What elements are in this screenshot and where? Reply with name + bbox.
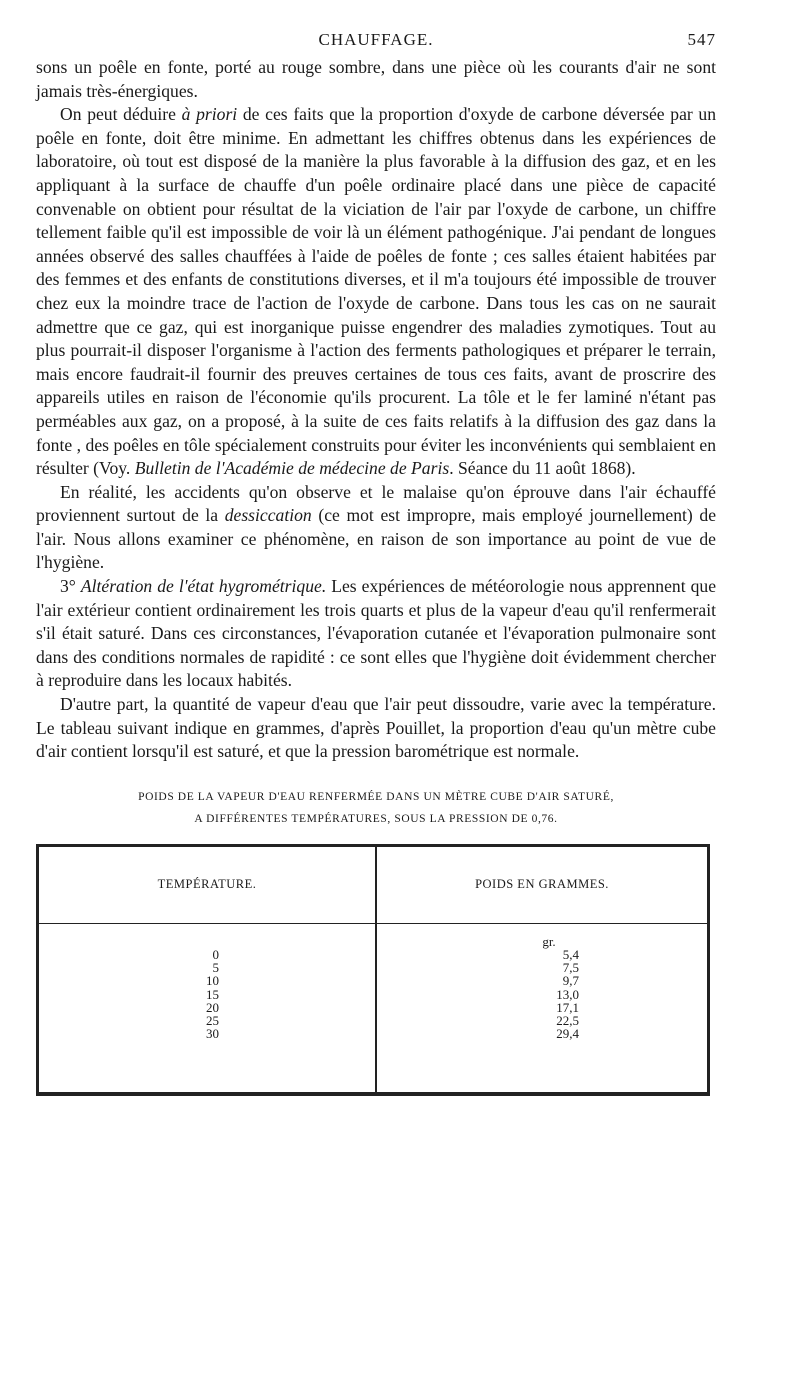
paragraph-2-mid: de ces faits que la proportion d'oxyde de carbone déversée par un poêle en fonte, doit être minime. En admettant les chiffres obtenus dans les expériences de laboratoire, où tout est disposé de la manière la plus favorable à la diffusion des gaz, et en les appliquant à la surface de chauffe d'un poêle ordinaire placé dans une pièce de capacité convenable on obtient pour résultat de la viciation de l'air par l'oxyde de carbone, un chiffre tellement faible qu'il est impossible de voir là un élément pathogénique. J'ai pendant de longues années observé des salles chauffées à l'aide de poêles de fonte ; ces salles étaient habitées par des femmes et des enfants de constitutions diverses, et il m'a toujours été impossible de trouver chez eux la moindre trace de l'action de l'oxyde de carbone. Dans tous les cas on ne saurait admettre que ce gaz, qui est inorganique puisse engendrer des maladies zymotiques. Tout au plus pourrait-il disposer l'organisme à l'action des ferments pathologiques et préparer le terrain, mais encore faudrait-il fournir des preuves certaines de tous ces faits, avant de proscrire des appareils utiles en raison de l'économie qu'ils procurent. La tôle et le fer laminé n'étant pas perméables aux gaz, on a proposé, à la suite de ces faits relatifs à la diffusion des gaz dans la fonte , des poêles en tôle spécialement construits pour éviter les inconvénients qui semblaient en résulter (Voy. — [36, 104, 717, 479]
data-table — [36, 844, 710, 1096]
section-heading: Altération de l'état hygrométrique. — [80, 576, 327, 597]
paragraph-1-text: sons un poêle en fonte, porté au rouge sombre, dans une pièce où les courants d'air ne sont jamais très-énergiques. — [36, 57, 716, 101]
paragraph-3 — [36, 481, 716, 575]
weight-cell: 22,5 — [556, 1013, 579, 1029]
temperature-cell: 10 — [206, 973, 219, 989]
temperature-cell: 20 — [206, 999, 219, 1015]
temperature-cell: 30 — [206, 1026, 219, 1042]
temperature-cell: 0 — [212, 947, 219, 962]
table-caption — [36, 786, 716, 830]
paragraph-4-text: Les expériences de météorologie nous apprennent que l'air extérieur contient ordinairement les trois quarts et plus de la vapeur d'eau qu'il renfermerait s'il était saturé. Dans ces circonstances, l'évaporation cutanée et l'évaporation pulmonaire sont dans des conditions normales de rapidité : ce sont elles que l'hygiène doit évidemment chercher à reproduire dans les locaux habités. — [36, 576, 716, 691]
weight-cell: 5,4 — [562, 947, 579, 963]
table-header-row — [39, 847, 707, 924]
paragraph-1 — [36, 56, 716, 103]
paragraph-5-text: D'autre part, la quantité de vapeur d'eau que l'air peut dissoudre, varie avec la température. Le tableau suivant indique en grammes, d'après Pouillet, la proportion d'eau qu'un mètre cube d'air contient lorsqu'il est saturé, et que la pression barométrique est normale. — [36, 694, 716, 762]
paragraph-3-end: (ce mot est impropre, mais employé journellement) de l'air. Nous allons examiner ce phénomène, en raison de son importance au point de vue de l'hygiène. — [36, 505, 717, 573]
weight-column — [519, 935, 579, 1041]
running-title: CHAUFFAGE. — [318, 30, 434, 49]
weight-cell: 9,7 — [562, 973, 579, 989]
body-text — [36, 56, 716, 764]
paragraph-2-citation: Bulletin de l'Académie de médecine de Paris — [134, 458, 450, 479]
paragraph-2 — [36, 103, 716, 481]
page — [36, 30, 716, 1096]
temperature-column — [169, 935, 219, 1041]
table-header-weight: POIDS EN GRAMMES. — [475, 876, 609, 891]
temperature-cell: 25 — [206, 1013, 219, 1029]
weight-cell: 7,5 — [562, 960, 579, 976]
table-header-temperature: TEMPÉRATURE. — [157, 876, 257, 891]
paragraph-2-start: On peut déduire — [60, 104, 182, 125]
weight-cell: 13,0 — [556, 986, 579, 1002]
paragraph-3-italic: dessiccation — [224, 505, 312, 526]
paragraph-2-italic: à priori — [181, 104, 238, 125]
table-caption-line-2: A DIFFÉRENTES TEMPÉRATURES, SOUS LA PRESSION DE 0,76. — [194, 812, 558, 825]
paragraph-5 — [36, 693, 716, 764]
temperature-cell: 5 — [212, 960, 219, 976]
table-column-divider — [375, 847, 377, 1092]
weight-cell: 29,4 — [556, 1026, 579, 1042]
temperature-cell: 15 — [206, 986, 219, 1002]
section-number: 3° — [60, 576, 76, 597]
running-head — [36, 30, 716, 56]
weight-cell: 17,1 — [556, 999, 579, 1015]
paragraph-3-start: En réalité, les accidents qu'on observe et le malaise qu'on éprouve dans l'air échauffé proviennent surtout de la — [36, 481, 716, 526]
page-number: 547 — [687, 30, 716, 49]
table-caption-line-1: POIDS DE LA VAPEUR D'EAU RENFERMÉE DANS UN MÈTRE CUBE D'AIR SATURÉ, — [138, 790, 614, 803]
paragraph-4 — [36, 575, 716, 693]
paragraph-2-end: . Séance du 11 août 1868). — [449, 458, 636, 479]
weight-unit: gr. — [542, 933, 556, 949]
